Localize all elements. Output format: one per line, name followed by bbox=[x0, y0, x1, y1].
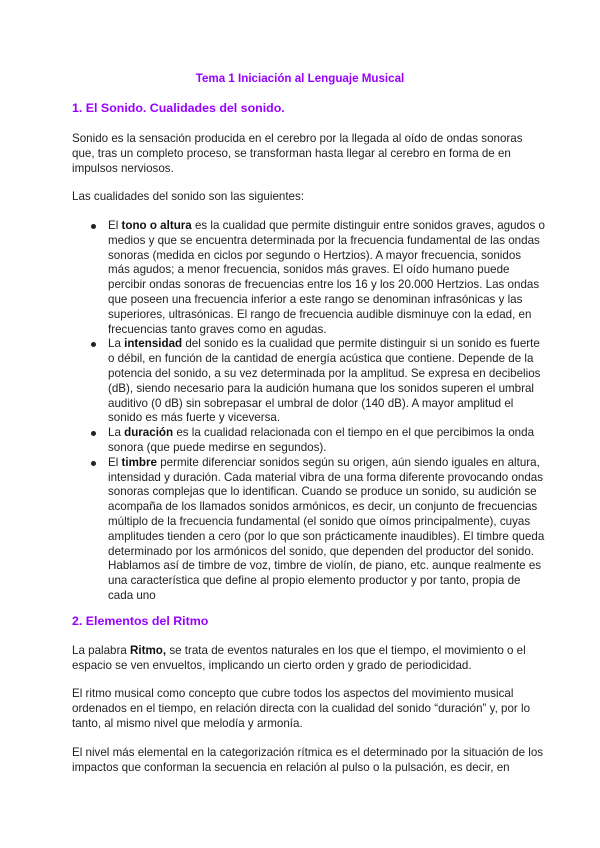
text-run: impactos que conforman la secuencia en relación al pulso o la pulsación, es decir, en bbox=[72, 760, 510, 774]
text-line bbox=[108, 456, 578, 471]
text-line bbox=[108, 411, 578, 426]
text-line bbox=[108, 530, 578, 545]
text-line bbox=[108, 382, 578, 397]
section-1-heading: 1. El Sonido. Cualidades del sonido. bbox=[72, 101, 285, 115]
list-intro-paragraph bbox=[72, 190, 562, 205]
bold-term: timbre bbox=[121, 455, 157, 469]
text-line bbox=[72, 746, 562, 761]
text-line bbox=[108, 337, 578, 352]
text-run: percibir ondas sonoras de frecuencias entre los 16 y los 20.000 Hertzios. Las ondas bbox=[108, 278, 540, 292]
text-line bbox=[72, 702, 562, 717]
text-line bbox=[108, 308, 578, 323]
text-run: que, tras un completo proceso, se transforman hasta llegar al cerebro en forma de en bbox=[72, 146, 511, 160]
text-line bbox=[72, 162, 562, 177]
text-line bbox=[108, 352, 578, 367]
bullet-dot-icon bbox=[91, 461, 96, 466]
text-line bbox=[108, 515, 578, 530]
text-line bbox=[72, 132, 562, 147]
text-line bbox=[108, 278, 578, 293]
text-run: El ritmo musical como concepto que cubre todos los aspectos del movimiento musical bbox=[72, 687, 514, 700]
text-run: múltiplo de la frecuencia fundamental (el sonido que oímos principalmente), cuyas bbox=[108, 514, 531, 528]
text-run: intensidad y duración. Cada material vibra de una forma diferente provocando ondas bbox=[108, 470, 544, 484]
bullet-dot-icon bbox=[91, 342, 96, 347]
text-run: del sonido es la cualidad que permite distinguir si un sonido es fuerte bbox=[182, 337, 540, 351]
text-run: más agudos; a menor frecuencia, sonidos más graves. El oído humano puede bbox=[108, 263, 510, 277]
intro-paragraph bbox=[72, 132, 562, 176]
text-run: El bbox=[108, 219, 122, 232]
text-line bbox=[108, 471, 578, 486]
text-run: impulsos nerviosos. bbox=[72, 161, 174, 175]
text-run: El nivel más elemental en la categorización rítmica es el determinado por la situación de los bbox=[72, 746, 544, 759]
text-line bbox=[108, 323, 578, 338]
text-line bbox=[108, 234, 578, 249]
text-line bbox=[108, 263, 578, 278]
text-line bbox=[72, 644, 562, 659]
text-run: La palabra bbox=[72, 644, 131, 657]
text-run: sonido es más fuerte y viceversa. bbox=[108, 411, 281, 425]
text-run: Las cualidades del sonido son las siguientes: bbox=[72, 190, 305, 203]
bold-term: duración bbox=[124, 426, 174, 440]
bullet-tono bbox=[108, 219, 578, 337]
bullet-dot-icon bbox=[91, 431, 96, 436]
ritmo-paragraph-1 bbox=[72, 644, 562, 674]
text-run: Sonido es la sensación producida en el cerebro por la llegada al oído de ondas sonoras bbox=[72, 132, 523, 145]
bold-term: intensidad bbox=[124, 337, 183, 351]
text-run: sonoras (medida en ciclos por segundo o Hertzios). A mayor frecuencia, sonidos bbox=[108, 248, 522, 262]
text-line bbox=[108, 249, 578, 264]
text-line bbox=[108, 367, 578, 382]
text-run: o débil, en función de la cantidad de energía acústica que contiene. Depende de la bbox=[108, 352, 534, 366]
text-line bbox=[72, 147, 562, 162]
text-line bbox=[108, 500, 578, 515]
text-run: sonora (que puede medirse en segundos). bbox=[108, 440, 327, 454]
text-line bbox=[108, 397, 578, 412]
text-run: cada uno bbox=[108, 588, 156, 602]
text-run: es la cualidad que permite distinguir entre sonidos graves, agudos o bbox=[191, 219, 545, 232]
text-line bbox=[108, 219, 578, 234]
text-run: espacio se ven envueltos, implicando un cierto orden y grado de periodicidad. bbox=[72, 658, 472, 672]
text-line bbox=[108, 574, 578, 589]
text-run: es la cualidad relacionada con el tiempo en el que percibimos la onda bbox=[173, 426, 535, 440]
text-line bbox=[72, 717, 562, 732]
ritmo-paragraph-3 bbox=[72, 746, 562, 776]
text-run: se trata de eventos naturales en los que el tiempo, el movimiento o el bbox=[166, 644, 526, 657]
text-run: superiores, ultrasónicas. El rango de frecuencia audible disminuye con la edad, en bbox=[108, 307, 532, 321]
text-run: La bbox=[108, 337, 125, 351]
text-run: sonoras complejas que lo identifican. Cuando se produce un sonido, su audición se bbox=[108, 485, 537, 499]
bullet-duracion bbox=[108, 426, 578, 456]
text-line bbox=[72, 761, 562, 776]
text-run: ordenados en el tiempo, en relación directa con la cualidad del sonido “duración” y, por lo bbox=[72, 701, 531, 715]
text-line bbox=[108, 559, 578, 574]
section-2-heading: 2. Elementos del Ritmo bbox=[72, 614, 209, 628]
bullet-dot-icon bbox=[91, 224, 96, 229]
text-run: determinado por los armónicos del sonido, que dependen del productor del sonido. bbox=[108, 544, 535, 558]
bold-term: Ritmo, bbox=[130, 644, 167, 657]
text-run: acompaña de los llamados sonidos armónicos, es decir, un conjunto de frecuencias bbox=[108, 500, 538, 514]
text-run: medios y que se encuentra determinada por la frecuencia fundamental de las ondas bbox=[108, 233, 540, 247]
text-run: La bbox=[108, 426, 125, 440]
text-line bbox=[108, 485, 578, 500]
text-line bbox=[108, 426, 578, 441]
text-run: tanto, al mismo nivel que melodía y armonía. bbox=[72, 716, 303, 730]
text-line bbox=[72, 659, 562, 674]
text-line bbox=[108, 441, 578, 456]
text-run: (dB), siendo necesario para la audición humana que los sonidos superen el umbral bbox=[108, 381, 535, 395]
text-run: frecuencias tanto graves como en agudas. bbox=[108, 322, 327, 336]
document-title: Tema 1 Iniciación al Lenguaje Musical bbox=[195, 72, 405, 85]
text-run: auditivo (0 dB) sin sobrepasar el umbral de dolor (140 dB). A mayor amplitud el bbox=[108, 396, 514, 410]
ritmo-paragraph-2 bbox=[72, 687, 562, 731]
text-line bbox=[108, 545, 578, 560]
bullet-timbre bbox=[108, 456, 578, 604]
bullet-intensidad bbox=[108, 337, 578, 426]
text-run: permite diferenciar sonidos según su origen, aún siendo iguales en altura, bbox=[156, 455, 540, 469]
text-run: una característica que define al propio elemento productor y por tanto, propia de bbox=[108, 574, 521, 588]
text-line bbox=[72, 687, 562, 702]
text-run: El bbox=[108, 455, 122, 469]
text-line bbox=[108, 293, 578, 308]
text-run: Hablamos así de timbre de voz, timbre de violín, de piano, etc. aunque realmente es bbox=[108, 559, 542, 573]
text-line bbox=[108, 589, 578, 604]
text-line bbox=[72, 190, 562, 205]
bold-term: tono o altura bbox=[121, 219, 192, 232]
text-run: amplitudes tienden a cero (por lo que son prácticamente inaudibles). El timbre queda bbox=[108, 529, 545, 543]
text-run: potencia del sonido, a su vez determinada por la amplitud. Se expresa en decibelios bbox=[108, 366, 541, 380]
text-run: que poseen una frecuencia inferior a este rango se denominan infrasónicas y las bbox=[108, 292, 523, 306]
